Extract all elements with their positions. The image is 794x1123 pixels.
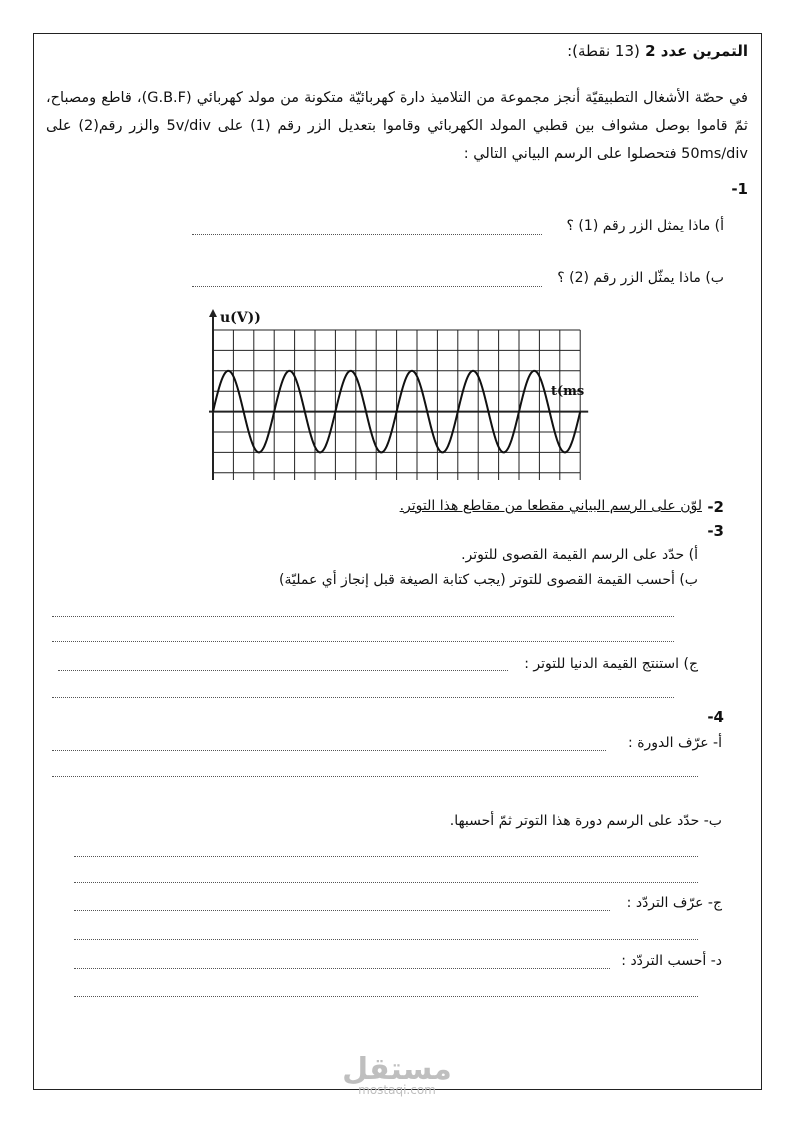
q4-b-answer-line-1[interactable] [74, 856, 698, 857]
exercise-title-main: التمرين عدد 2 [645, 42, 748, 60]
q1-a-text: أ) ماذا يمثل الزر رقم (1) ؟ [566, 218, 724, 234]
q4-c-answer-line-2[interactable] [74, 939, 698, 940]
y-axis-label: u(V)) [220, 310, 261, 326]
q1-b-text: ب) ماذا يمثّل الزر رقم (2) ؟ [557, 270, 724, 286]
q4-d-answer-line-2[interactable] [74, 996, 698, 997]
q4-b-answer-line-2[interactable] [74, 882, 698, 883]
q3-b-text: ب) أحسب القيمة القصوى للتوتر (يجب كتابة الصيغة قبل إنجاز أي عمليّة) [279, 572, 698, 588]
chart-axes [209, 309, 588, 480]
q2-number: -2 [707, 498, 724, 516]
q4-c-answer-line-1[interactable] [74, 910, 610, 911]
x-axis-label: t(ms [551, 384, 585, 399]
watermark [0, 1052, 794, 1097]
q4-a-text: أ- عرّف الدورة : [628, 735, 722, 751]
chart-grid [213, 330, 580, 480]
q3-number: -3 [707, 522, 724, 540]
q1-a-answer-line[interactable] [192, 234, 542, 235]
q3-b-answer-line-2[interactable] [52, 641, 674, 642]
q4-a-answer-line-2[interactable] [52, 776, 698, 777]
oscillogram-chart [200, 305, 590, 480]
watermark-site: mostaqi.com [358, 1083, 436, 1097]
q3-b-answer-line-1[interactable] [52, 616, 674, 617]
q4-d-answer-line-1[interactable] [74, 968, 610, 969]
exercise-points: (13 نقطة): [567, 42, 640, 60]
q2-text: لوّن على الرسم البياني مقطعا من مقاطع هذا التوتر. [399, 498, 702, 514]
q3-c-text: ج) استنتج القيمة الدنيا للتوتر : [524, 656, 698, 672]
q4-number: -4 [707, 708, 724, 726]
exercise-title [567, 42, 748, 60]
watermark-logo: مستقل [342, 1052, 452, 1087]
intro-paragraph: في حصّة الأشغال التطبيقيّة أنجز مجموعة من التلاميذ دارة كهربائيّة متكونة من مولد كهربائي (G.B.F)، قاطع ومصباح، ثمّ قاموا بوصل مشواف بين قطبي المولد الكهربائي وقاموا بتعديل الزر رقم (1) على 5v/div والزر رقم(2) على 50ms/div فتحصلوا على الرسم البياني التالي : [46, 90, 748, 162]
q3-a-text: أ) حدّد على الرسم القيمة القصوى للتوتر. [461, 547, 698, 563]
q4-d-text: د- أحسب التردّد : [621, 953, 722, 969]
q3-c-answer-line-1[interactable] [58, 670, 508, 671]
q4-b-text: ب- حدّد على الرسم دورة هذا التوتر ثمّ أحسبها. [449, 813, 722, 829]
q3-c-answer-line-2[interactable] [52, 697, 674, 698]
q4-a-answer-line-1[interactable] [52, 750, 606, 751]
y-axis-arrow [209, 309, 217, 317]
q1-number: -1 [731, 180, 748, 198]
q4-c-text: ج- عرّف التردّد : [626, 895, 722, 911]
q1-b-answer-line[interactable] [192, 286, 542, 287]
